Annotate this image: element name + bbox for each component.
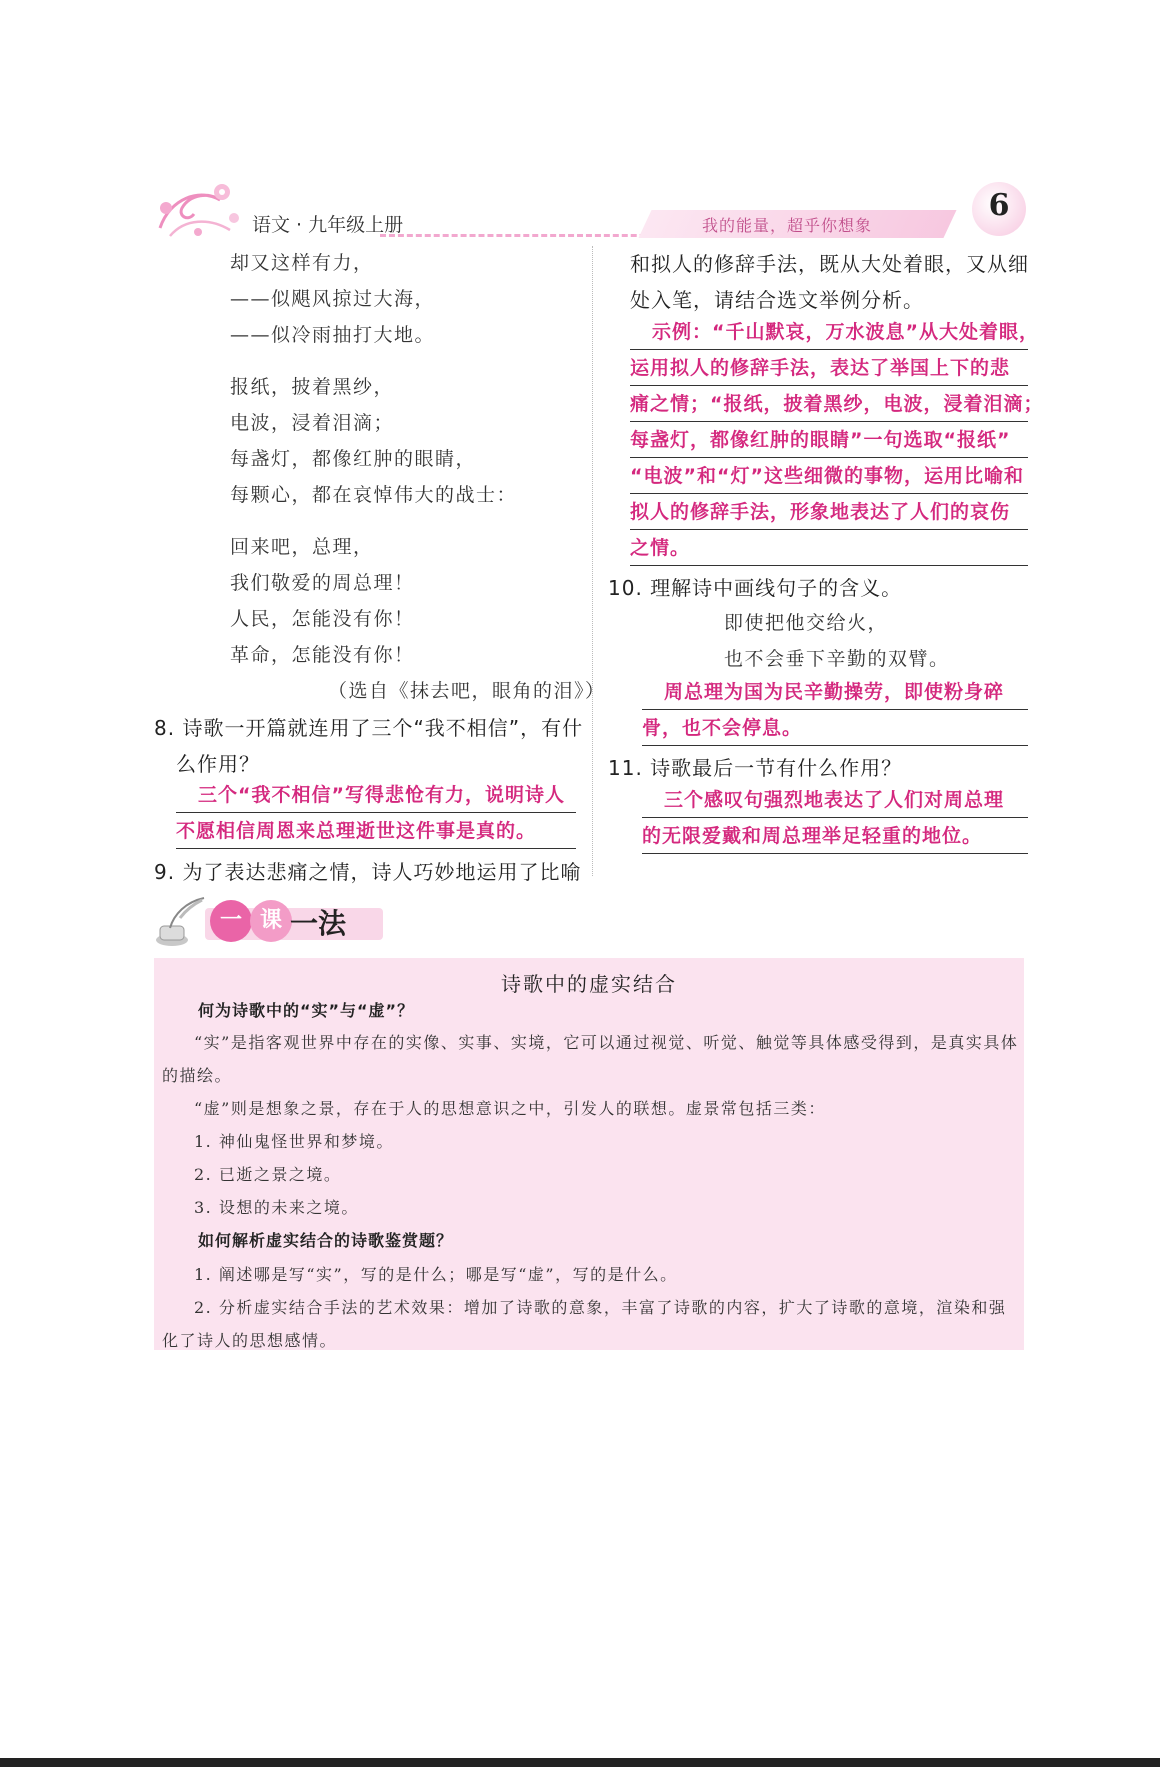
question-11: 11. 诗歌最后一节有什么作用？ bbox=[608, 756, 903, 780]
box-list-item: 2. 已逝之景之境。 bbox=[194, 1165, 342, 1184]
box-heading-2: 如何解析虚实结合的诗歌鉴赏题？ bbox=[198, 1231, 454, 1250]
box-list-item: 1. 阐述哪是写“实”，写的是什么；哪是写“虚”，写的是什么。 bbox=[194, 1265, 678, 1284]
answer-line: 示例：“千山默哀，万水波息”从大处着眼， bbox=[630, 314, 1028, 350]
question-8: 8. 诗歌一开篇就连用了三个“我不相信”，有什 bbox=[154, 716, 584, 740]
answer-line: “电波”和“灯”这些细微的事物，运用比喻和 bbox=[630, 458, 1028, 494]
answer-line: 三个感叹句强烈地表达了人们对周总理 bbox=[642, 782, 1028, 818]
question-10: 10. 理解诗中画线句子的含义。 bbox=[608, 576, 903, 600]
method-box bbox=[154, 958, 1024, 1350]
page-header bbox=[150, 178, 1030, 240]
poem-line: 每盏灯，都像红肿的眼睛， bbox=[230, 448, 477, 470]
answer-line: 三个“我不相信”写得悲怆有力，说明诗人 bbox=[176, 777, 576, 813]
answer-10 bbox=[642, 674, 1028, 746]
answer-line: 周总理为国为民辛勤操劳，即使粉身碎 bbox=[642, 674, 1028, 710]
question-8-cont: 么作用？ bbox=[176, 752, 260, 776]
answer-9 bbox=[630, 314, 1044, 566]
flower-ornament-icon bbox=[150, 178, 242, 240]
box-title: 诗歌中的虚实结合 bbox=[501, 972, 677, 996]
answer-line: 的无限爱戴和周总理举足轻重的地位。 bbox=[642, 818, 1028, 854]
bottom-edge-bar bbox=[0, 1758, 1160, 1767]
box-heading-1: 何为诗歌中的“实”与“虚”？ bbox=[198, 1001, 415, 1020]
question-9-cont: 和拟人的修辞手法，既从大处着眼，又从细 bbox=[630, 252, 1029, 276]
quote-line: 即使把他交给火， bbox=[724, 612, 889, 634]
answer-8 bbox=[176, 777, 576, 849]
answer-11 bbox=[642, 782, 1028, 854]
poem-line: ——似飓风掠过大海， bbox=[230, 288, 436, 310]
poem-line: 人民，怎能没有你！ bbox=[230, 608, 415, 630]
box-paragraph: 2. 分析虚实结合手法的艺术效果：增加了诗歌的意象，丰富了诗歌的内容，扩大了诗歌的意境，渲染和强 bbox=[194, 1298, 1007, 1317]
answer-line: 骨，也不会停息。 bbox=[642, 710, 1028, 746]
answer-line: 之情。 bbox=[630, 530, 1028, 566]
box-list-item: 1. 神仙鬼怪世界和梦境。 bbox=[194, 1132, 394, 1151]
box-paragraph: “实”是指客观世界中存在的实像、实事、实境，它可以通过视觉、听觉、触觉等具体感受得到，是真实具体 bbox=[194, 1033, 1019, 1052]
answer-line: 每盏灯，都像红肿的眼睛”一句选取“报纸” bbox=[630, 422, 1028, 458]
quote-line: 也不会垂下辛勤的双臂。 bbox=[724, 648, 950, 670]
box-list-item: 3. 设想的未来之境。 bbox=[194, 1198, 359, 1217]
poem-line: ——似冷雨抽打大地。 bbox=[230, 324, 436, 346]
question-9-cont: 处入笔，请结合选文举例分析。 bbox=[630, 288, 924, 312]
banner-char-1: 一 bbox=[210, 900, 252, 942]
subject-label: 语文 · 九年级上册 bbox=[252, 214, 404, 236]
pen-icon bbox=[150, 896, 206, 948]
column-divider bbox=[592, 246, 593, 876]
answer-line: 不愿相信周恩来总理逝世这件事是真的。 bbox=[176, 813, 576, 849]
banner-title: 一法 bbox=[290, 907, 347, 940]
header-slogan: 我的能量，超乎你想象 bbox=[702, 216, 873, 235]
poem-line: 回来吧，总理， bbox=[230, 536, 374, 558]
box-paragraph: “虚”则是想象之景，存在于人的思想意识之中，引发人的联想。虚景常包括三类： bbox=[194, 1099, 826, 1118]
poem-line: 革命，怎能没有你！ bbox=[230, 644, 415, 666]
poem-line: 报纸，披着黑纱， bbox=[230, 376, 395, 398]
poem-line: 每颗心，都在哀悼伟大的战士： bbox=[230, 484, 518, 506]
section-banner bbox=[150, 894, 390, 950]
question-9: 9. 为了表达悲痛之情，诗人巧妙地运用了比喻 bbox=[154, 860, 582, 884]
answer-line: 拟人的修辞手法，形象地表达了人们的哀伤 bbox=[630, 494, 1028, 530]
box-paragraph: 的描绘。 bbox=[162, 1066, 233, 1085]
poem-source: （选自《抹去吧，眼角的泪》） bbox=[328, 680, 606, 702]
box-paragraph: 化了诗人的思想感情。 bbox=[162, 1331, 338, 1350]
poem-line: 电波，浸着泪滴； bbox=[230, 412, 395, 434]
answer-line: 痛之情；“报纸，披着黑纱，电波，浸着泪滴； bbox=[630, 386, 1028, 422]
poem-line: 却又这样有力， bbox=[230, 252, 374, 274]
banner-char-2: 课 bbox=[250, 900, 292, 942]
page-number: 6 bbox=[988, 188, 1010, 223]
poem-line: 我们敬爱的周总理！ bbox=[230, 572, 415, 594]
answer-line: 运用拟人的修辞手法，表达了举国上下的悲 bbox=[630, 350, 1028, 386]
